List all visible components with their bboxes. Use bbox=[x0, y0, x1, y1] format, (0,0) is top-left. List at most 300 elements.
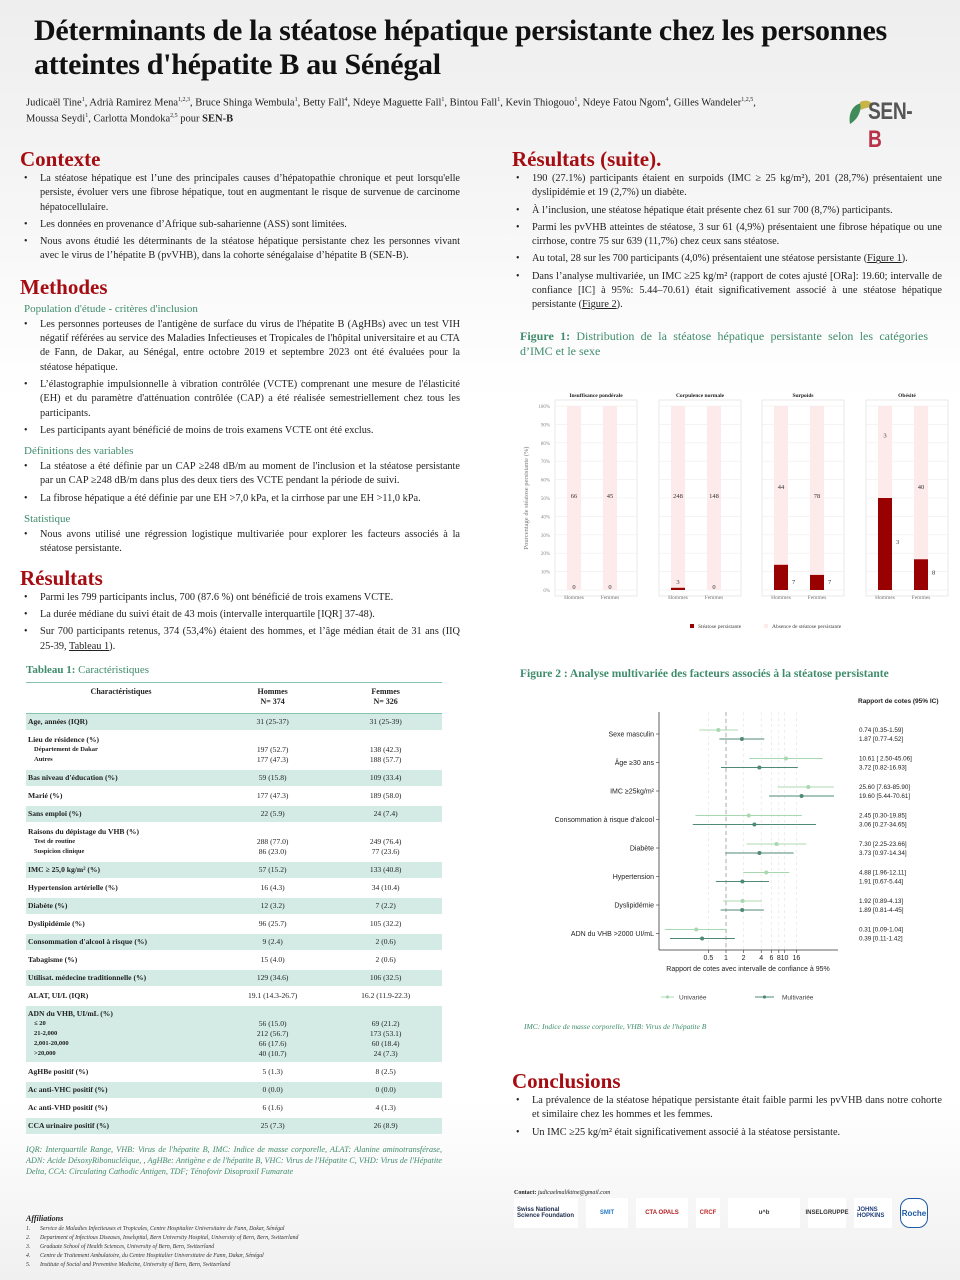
hommes-value: 5 (1.3) bbox=[216, 1063, 329, 1081]
resultats-suite-bullet bbox=[512, 252, 942, 266]
label-absence-count: 40 bbox=[917, 483, 925, 491]
sen-b-logo bbox=[848, 96, 938, 153]
multivariate-or-text: 3.06 [0.27-34.65] bbox=[859, 821, 907, 829]
left-column bbox=[20, 146, 460, 1177]
row-label bbox=[26, 933, 216, 951]
row-label-text: Ac anti-VHD positif (%) bbox=[28, 1102, 108, 1112]
methodes-subheading-statistique: Statistique bbox=[24, 513, 71, 526]
affiliation-item bbox=[26, 1243, 446, 1252]
sub-femmes-value: 69 (21.2) bbox=[371, 1018, 400, 1028]
resultats-suite-bullet: • Parmi les pvVHB atteintes de stéatose, 3 sur 61 (4,9%) présentaient une fibrose hépatique ou une cirrhose, contre 75 sur 639 (11,7%) chez ceux sans stéatose. bbox=[512, 221, 942, 250]
x-tick-label: Hommes bbox=[875, 595, 895, 601]
figure-2-note: IMC: Indice de masse corporelle, VHB: Virus de l'hépatite B bbox=[524, 1022, 707, 1031]
sub-row-label: 21-2,000 bbox=[34, 1029, 58, 1037]
multivariate-or-text: 3.72 [0.82-16.93] bbox=[859, 764, 907, 772]
author: Ndeye Maguette Fall bbox=[352, 97, 442, 109]
row-label bbox=[26, 951, 216, 969]
hommes-value: 25 (7.3) bbox=[216, 1117, 329, 1135]
row-label: Diabète bbox=[629, 845, 654, 853]
sub-femmes-value: 77 (23.6) bbox=[371, 846, 400, 856]
affiliations bbox=[26, 1214, 446, 1270]
hommes-value: 15 (4.0) bbox=[216, 951, 329, 969]
panel-title: Obésité bbox=[898, 393, 916, 399]
table-row bbox=[26, 915, 442, 933]
sub-hommes-value: 56 (15.0) bbox=[258, 1018, 287, 1028]
femmes-value: 105 (32.2) bbox=[329, 915, 442, 933]
multivariate-or-text: 1.87 [0.77-4.52] bbox=[859, 736, 904, 743]
table-row bbox=[26, 951, 442, 969]
row-label: Âge ≥30 ans bbox=[614, 760, 654, 767]
table-row bbox=[26, 969, 442, 987]
label-steatose-count: 0 bbox=[572, 584, 576, 591]
affiliation-number: 5. bbox=[26, 1262, 31, 1268]
affiliation-number: 3. bbox=[26, 1244, 31, 1250]
row-label-text: Dyslipidémie (%) bbox=[28, 918, 85, 928]
bar-steatose bbox=[810, 575, 824, 590]
row-label-text: AgHBe positif (%) bbox=[28, 1066, 89, 1076]
femmes-value: 2 (0.6) bbox=[329, 951, 442, 969]
label-absence-count: 45 bbox=[606, 493, 614, 500]
sub-femmes-value: 173 (53.1) bbox=[369, 1028, 402, 1038]
affiliation-text: Institute of Social and Preventive Medicine, University of Bern, Bern, Switzerland bbox=[40, 1262, 231, 1268]
bar-absence bbox=[774, 406, 788, 590]
femmes-value bbox=[329, 731, 442, 769]
contact bbox=[514, 1190, 954, 1196]
resultats-bullet-text: Sur 700 participants retenus, 374 (53,4%) étaient des hommes, et l’âge médian était de 31 ans (IIQ 25-39, bbox=[40, 626, 460, 652]
multivariate-point bbox=[800, 794, 804, 798]
univariate-point bbox=[747, 814, 751, 818]
table-row bbox=[26, 731, 442, 769]
sponsor-logo: CRCF bbox=[696, 1198, 720, 1228]
hommes-value: 177 (47.3) bbox=[216, 787, 329, 805]
row-label-text: Diabète (%) bbox=[28, 900, 68, 910]
resultats-suite-bullet: • À l’inclusion, une stéatose hépatique était présente chez 61 sur 700 (8,7%) participants. bbox=[512, 204, 942, 218]
table-row bbox=[26, 713, 442, 731]
contexte-section bbox=[20, 146, 460, 264]
affiliation-number: 1. bbox=[26, 1226, 31, 1232]
multivariate-or-text: 1.89 [0.81-4-45] bbox=[859, 907, 904, 914]
affiliation-text: Graduate School of Health Sciences, University of Bern, Bern, Switzerland bbox=[40, 1244, 215, 1250]
row-label: Hypertension bbox=[612, 874, 654, 881]
row-label-text: Bas niveau d'éducation (%) bbox=[28, 772, 118, 782]
bar-steatose bbox=[671, 588, 685, 590]
row-label bbox=[26, 731, 216, 769]
row-label-text: Lieu de résidence (%) bbox=[28, 734, 100, 744]
legend-univariate-label: Univariée bbox=[679, 994, 707, 1002]
table-row bbox=[26, 823, 442, 861]
conclusions-heading: Conclusions bbox=[512, 1069, 621, 1093]
sub-hommes-value: 40 (10.7) bbox=[258, 1048, 287, 1058]
hommes-value: 59 (15.8) bbox=[216, 769, 329, 787]
univariate-or-text: 0.74 [0.35-1.59] bbox=[859, 727, 904, 734]
x-axis-label: Rapport de cotes avec intervalle de confiance à 95% bbox=[666, 966, 830, 973]
femmes-value: 133 (40.8) bbox=[329, 861, 442, 879]
conclusions-bullet: • Un IMC ≥25 kg/m² était significativement associé à la stéatose persistante. bbox=[512, 1126, 942, 1140]
author-affiliation: 1 bbox=[497, 97, 501, 103]
header-hommes bbox=[216, 682, 329, 713]
sub-femmes-value: 188 (57.7) bbox=[369, 754, 402, 764]
sub-hommes-value: 212 (56.7) bbox=[256, 1028, 289, 1038]
y-tick-label: 70% bbox=[540, 460, 550, 466]
table-row bbox=[26, 1099, 442, 1117]
hommes-value: 6 (1.6) bbox=[216, 1099, 329, 1117]
row-label bbox=[26, 987, 216, 1005]
affiliation-item bbox=[26, 1261, 446, 1270]
author: Adrià Ramirez Mena bbox=[89, 97, 179, 109]
sponsor-logo: INSELGRUPPE bbox=[808, 1198, 846, 1228]
x-tick-label: 4 bbox=[759, 955, 764, 962]
univariate-point bbox=[784, 757, 788, 761]
y-tick-label: 10% bbox=[540, 570, 550, 576]
label-absence-count: 148 bbox=[709, 493, 719, 500]
affiliation-number: 2. bbox=[26, 1235, 31, 1241]
femmes-value: 34 (10.4) bbox=[329, 879, 442, 897]
femmes-value: 0 (0.0) bbox=[329, 1081, 442, 1099]
femmes-value: 106 (32.5) bbox=[329, 969, 442, 987]
methodes-bullet: • Les personnes porteuses de l'antigène de surface du virus de l'hépatite B (AgHBs) avec un test VIH négatif référées au service des Maladies Infectieuses et Tropicales de l'hôpital universitaire et au CTA de Fann, de Dakar, au Sénégal, entre octobre 2019 et septembre 2023 ont été évaluées pour la stéatose hépatique. bbox=[20, 318, 460, 375]
y-tick-label: 50% bbox=[540, 497, 550, 502]
author-affiliation: 1 bbox=[294, 97, 298, 103]
table-row bbox=[26, 1063, 442, 1081]
table-row bbox=[26, 1005, 442, 1063]
header-hommes-label: Hommes bbox=[257, 686, 288, 696]
x-tick-label: 16 bbox=[792, 955, 801, 962]
affiliation-text: Service de Maladies Infectieuses et Tropicales, Centre Hospitalier Universitaire de Fann, Dakar, Sénégal bbox=[40, 1226, 285, 1232]
row-label-text: CCA urinaire positif (%) bbox=[28, 1120, 110, 1130]
y-tick-label: 60% bbox=[540, 478, 550, 484]
x-tick-label: 6 bbox=[769, 955, 774, 962]
conclusions-bullets bbox=[512, 1094, 942, 1140]
femmes-value: 7 (2.2) bbox=[329, 897, 442, 915]
label-absence-count: 248 bbox=[673, 493, 683, 500]
row-label bbox=[26, 879, 216, 897]
methodes-bullet: • La fibrose hépatique a été définie par une EH >7,0 kPa, et la cirrhose par une EH >11,0 kPa. bbox=[20, 492, 460, 506]
figure-1-label: Figure 1: bbox=[520, 328, 571, 343]
univariate-or-text: 1.92 [0.89-4.13] bbox=[859, 898, 904, 905]
table-row bbox=[26, 805, 442, 823]
author: Kevin Thiogouo bbox=[505, 97, 575, 109]
header-hommes-n: N= 374 bbox=[260, 696, 285, 706]
multivariate-point bbox=[740, 737, 744, 741]
univariate-point bbox=[741, 899, 745, 903]
resultats-suite-bullet bbox=[512, 270, 942, 313]
sub-row-label: Département de Dakar bbox=[34, 745, 98, 753]
figure-1-link[interactable]: Figure 1 bbox=[867, 253, 902, 265]
femmes-value bbox=[329, 823, 442, 861]
contexte-bullets bbox=[20, 172, 460, 264]
x-tick-label: 0.5 bbox=[703, 955, 714, 962]
affiliation-item bbox=[26, 1234, 446, 1243]
multivariate-point bbox=[700, 937, 704, 941]
author-list: Judicaël Tine$^1$, Adrià Ramirez Mena$^{1,2,3}$, Bruce Shinga Wembula$^1$, Betty Fall$^4$, Ndeye Maguette Fall$^1$, Bintou Fall$^1$, Kevin Thiogouo$^1$, Ndeye Fatou Ngom$^4$, Gilles Wandeler$^{1,2,5}$, Moussa Seydi$^1$, Carlotta Mondoka$^{2,5}$ pour SEN-B bbox=[26, 97, 756, 125]
hommes-value: 57 (15.2) bbox=[216, 861, 329, 879]
resultats-section bbox=[20, 565, 460, 654]
bullet-text: Dans l’analyse multivariée, un IMC ≥25 kg/m² (rapport de cotes ajusté [ORa]: 19.60; intervalle de confiance [IC] à 95%: 5.44–70.61) était significativement associé à une stéatose hépatique persistante ( bbox=[532, 270, 942, 311]
sponsor-logo: CTA OPALS bbox=[636, 1198, 688, 1228]
sponsor-logo: Swiss National Science Foundation bbox=[514, 1198, 578, 1228]
row-label bbox=[26, 1005, 216, 1063]
hommes-value: 12 (3.2) bbox=[216, 897, 329, 915]
affiliation-item bbox=[26, 1225, 446, 1234]
figure-2-title: Figure 2 : Analyse multivariée des facteurs associés à la stéatose persistante bbox=[520, 668, 889, 680]
author: Bruce Shinga Wembula bbox=[195, 97, 295, 109]
row-label bbox=[26, 769, 216, 787]
univariate-or-text: 25.60 [7.63-85.90] bbox=[859, 784, 911, 791]
contexte-bullet: • La stéatose hépatique est l’une des principales causes d’hépatopathie chronique et peut lorsqu'elle persiste, évoluer vers une fibrose hépatique, tout en augmentant le risque de survenue de carcinome hépatocellulaire. bbox=[20, 172, 460, 215]
hommes-value: 19.1 (14.3-26.7) bbox=[216, 987, 329, 1005]
univariate-or-text: 0.31 [0.09-1.04] bbox=[859, 926, 904, 934]
resultats-bullet bbox=[20, 625, 460, 654]
legend-swatch-absence bbox=[764, 624, 768, 628]
femmes-value bbox=[329, 1005, 442, 1063]
author-affiliation: 2,5 bbox=[170, 113, 178, 119]
figure-1-chart bbox=[512, 388, 952, 638]
multivariate-or-text: 19.60 [5.44-70.61] bbox=[859, 793, 911, 800]
x-tick-label: Hommes bbox=[668, 595, 688, 601]
contexte-bullet: • Les données en provenance d’Afrique sub-saharienne (ASS) sont limitées. bbox=[20, 218, 460, 232]
author-affiliation: 1 bbox=[81, 97, 85, 103]
panel-title: Corpulence normale bbox=[675, 393, 725, 399]
table-header-row bbox=[26, 682, 442, 713]
legend-label-steatose: Stéatose persistante bbox=[698, 624, 742, 630]
femmes-value: 31 (25-39) bbox=[329, 713, 442, 731]
header-femmes bbox=[329, 682, 442, 713]
author: Betty Fall bbox=[302, 97, 345, 109]
table-caption-label: Tableau 1: bbox=[26, 663, 76, 676]
figure-1-caption bbox=[520, 329, 928, 359]
row-label: ADN du VHB >2000 UI/mL bbox=[570, 931, 654, 938]
multivariate-point bbox=[752, 823, 756, 827]
sub-femmes-value: 249 (76.4) bbox=[369, 836, 402, 846]
sub-femmes-value: 60 (18.4) bbox=[371, 1038, 400, 1048]
table-abbreviations: IQR: Interquartile Range, VHB: Virus de l'hépatite B, IMC: Indice de masse corporelle, ALAT: Alanine aminotransférase, ADN: Acide DésoxyRibonucléique, , AgHBe: Antigène e de l'hépatite B, VHC: Virus de l'Hépatite C, VHD: Virus de l'Hépatite Delta, CCA: Circulating Cathodic Antigen, TDF; Ténofovir Disoproxil Fumarate bbox=[26, 1144, 442, 1176]
univariate-or-text: 7.30 [2.25-23.66] bbox=[859, 841, 907, 848]
label-absence-count: 44 bbox=[777, 483, 785, 491]
contact-email[interactable]: judicaelmaliktine@gmail.com bbox=[537, 1190, 611, 1196]
label-steatose-count: 7 bbox=[828, 579, 832, 586]
header-femmes-label: Femmes bbox=[371, 686, 400, 696]
author: Judicaël Tine bbox=[26, 97, 82, 109]
sponsor-logo: u^b bbox=[728, 1198, 800, 1228]
hommes-value bbox=[216, 731, 329, 769]
poster-title: Déterminants de la stéatose hépatique persistante chez les personnes atteintes d'hépatite B au Sénégal bbox=[34, 14, 887, 81]
table-row bbox=[26, 861, 442, 879]
sub-femmes-value: 24 (7.3) bbox=[373, 1048, 398, 1058]
row-label bbox=[26, 787, 216, 805]
author-affiliation: 4 bbox=[344, 97, 348, 103]
row-label-text: IMC ≥ 25,0 kg/m² (%) bbox=[28, 864, 101, 874]
row-label-text: Utilisat. médecine traditionnelle (%) bbox=[28, 972, 147, 982]
multivariate-point bbox=[740, 880, 744, 884]
figure-2-forest-plot bbox=[512, 690, 952, 1010]
legend-multivariate-label: Multivariée bbox=[782, 994, 814, 1002]
characteristics-table bbox=[26, 682, 442, 1136]
multivariate-or-text: 3.73 [0.97-14.34] bbox=[859, 850, 907, 857]
hommes-value: 31 (25-37) bbox=[216, 713, 329, 731]
hommes-value: 0 (0.0) bbox=[216, 1081, 329, 1099]
table-row bbox=[26, 933, 442, 951]
author-affiliation: 1 bbox=[85, 113, 89, 119]
resultats-suite-bullets bbox=[512, 172, 942, 313]
x-tick-label: Hommes bbox=[771, 595, 791, 601]
y-tick-label: 30% bbox=[540, 533, 550, 539]
sub-row-label: 2,001-20,000 bbox=[34, 1039, 69, 1047]
univariate-point bbox=[774, 842, 778, 846]
sub-row-label: Autres bbox=[34, 755, 53, 763]
sub-hommes-value: 288 (77.0) bbox=[256, 836, 289, 846]
hommes-value: 16 (4.3) bbox=[216, 879, 329, 897]
femmes-value: 4 (1.3) bbox=[329, 1099, 442, 1117]
x-tick-label: Femmes bbox=[600, 595, 620, 601]
label-absence-count: 66 bbox=[570, 493, 578, 500]
legend-univariate-point bbox=[666, 995, 669, 998]
contexte-heading: Contexte bbox=[20, 147, 101, 171]
x-tick-label: 1 bbox=[724, 955, 728, 962]
population-bullets bbox=[20, 318, 460, 438]
row-label-text: ADN du VHB, UI/mL (%) bbox=[28, 1008, 113, 1018]
y-axis-label: Pourcentage de stéatose persistante (%) bbox=[523, 446, 530, 550]
row-label-text: Tabagisme (%) bbox=[28, 954, 78, 964]
methodes-bullet: • Nous avons utilisé une régression logistique multivariée pour explorer les facteurs associés à la stéatose persistante. bbox=[20, 528, 460, 557]
author: Moussa Seydi bbox=[26, 113, 86, 125]
x-tick-label: Femmes bbox=[704, 595, 724, 601]
author: Carlotta Mondoka bbox=[93, 113, 171, 125]
row-label: Sexe masculin bbox=[608, 731, 654, 739]
affiliations-title: Affiliations bbox=[26, 1214, 64, 1223]
x-tick-label: Hommes bbox=[564, 595, 584, 601]
label-steatose-count: 0 bbox=[712, 584, 716, 591]
hommes-value: 22 (5.9) bbox=[216, 805, 329, 823]
femmes-value: 2 (0.6) bbox=[329, 933, 442, 951]
sponsor-logos bbox=[514, 1198, 954, 1228]
sponsor-logo: SMIT bbox=[586, 1198, 628, 1228]
label-steatose-count: 3 bbox=[676, 578, 680, 586]
panel-title: Insuffisance pondérale bbox=[569, 393, 623, 399]
femmes-value: 16.2 (11.9-22.3) bbox=[329, 987, 442, 1005]
methodes-bullet: • La stéatose a été définie par un CAP ≥248 dB/m au moment de l'inclusion et la stéatose persistante par un CAP ≥248 dB/m dans plus des deux tiers des VCTE pendant la période de suivi. bbox=[20, 460, 460, 489]
right-column bbox=[512, 146, 942, 359]
univariate-point bbox=[716, 728, 720, 732]
row-label: Dyslipidémie bbox=[614, 902, 654, 910]
bar-steatose bbox=[774, 565, 788, 590]
legend-multivariate-point bbox=[763, 995, 766, 998]
table-row bbox=[26, 879, 442, 897]
conclusions-bullet: • La prévalence de la stéatose hépatique persistante était faible parmi les pvVHB dans notre cohorte et similaire chez les hommes et les femmes. bbox=[512, 1094, 942, 1123]
label-absence-count: 78 bbox=[813, 493, 821, 500]
row-label bbox=[26, 713, 216, 731]
x-tick-label: 8 bbox=[776, 955, 781, 962]
resultats-bullet-end: ). bbox=[109, 640, 116, 652]
sub-femmes-value: 138 (42.3) bbox=[369, 744, 402, 754]
conclusions-section bbox=[512, 1068, 942, 1143]
row-label-text: Age, années (IQR) bbox=[28, 716, 88, 726]
resultats-bullet: • Parmi les 799 participants inclus, 700 (87.6 %) ont bénéficié de trois examens VCTE. bbox=[20, 591, 460, 605]
femmes-value: 8 (2.5) bbox=[329, 1063, 442, 1081]
legend-label-absence: Absence de stéatose persistante bbox=[772, 624, 842, 630]
author-suffix: pour bbox=[180, 113, 200, 125]
row-label bbox=[26, 823, 216, 861]
sub-row-label: ≤ 20 bbox=[34, 1019, 46, 1027]
femmes-value: 189 (58.0) bbox=[329, 787, 442, 805]
contexte-bullet: • Nous avons étudié les déterminants de la stéatose hépatique persistante chez les personnes vivant avec le virus de l’hépatite B (pvVHB), dans la cohorte sénégalaise d’hépatite B (SEN-B). bbox=[20, 235, 460, 264]
row-label bbox=[26, 1117, 216, 1135]
table-body bbox=[26, 713, 442, 1135]
affiliations-list bbox=[26, 1225, 446, 1270]
bar-steatose bbox=[914, 559, 928, 590]
figure-2-link[interactable]: Figure 2 bbox=[582, 299, 617, 311]
univariate-point bbox=[694, 928, 698, 932]
resultats-bullet: • La durée médiane du suivi était de 43 mois (intervalle interquartile [IQR] 37-48). bbox=[20, 608, 460, 622]
table-caption bbox=[26, 664, 460, 676]
table-row bbox=[26, 1117, 442, 1135]
resultats-bullets bbox=[20, 591, 460, 654]
multivariate-point bbox=[757, 766, 761, 770]
author-affiliation: 1 bbox=[574, 97, 578, 103]
row-label bbox=[26, 897, 216, 915]
figure-1-caption-text: Distribution de la stéatose hépatique persistante selon les catégories d’IMC et le sexe bbox=[520, 328, 928, 358]
y-tick-label: 100% bbox=[538, 405, 550, 410]
affiliation-item bbox=[26, 1252, 446, 1261]
statistique-bullets bbox=[20, 528, 460, 557]
multivariate-or-text: 1.91 [0.67-5.44] bbox=[859, 878, 904, 886]
row-label: Consommation à risque d'alcool bbox=[554, 817, 654, 824]
author: Gilles Wandeler bbox=[673, 97, 742, 109]
univariate-or-text: 2.45 [0.30-19.85] bbox=[859, 812, 907, 820]
row-label bbox=[26, 1081, 216, 1099]
hommes-value bbox=[216, 823, 329, 861]
sub-hommes-value: 197 (52.7) bbox=[256, 744, 289, 754]
univariate-point bbox=[764, 871, 768, 875]
row-label-text: Marié (%) bbox=[28, 790, 63, 800]
y-tick-label: 0% bbox=[543, 589, 550, 594]
tableau-1-link[interactable]: Tableau 1 bbox=[69, 640, 110, 652]
univariate-or-text: 10.61 [ 2.50-45.06] bbox=[859, 755, 912, 763]
row-label bbox=[26, 915, 216, 933]
bullet-text: Au total, 28 sur les 700 participants (4,0%) présentaient une stéatose persistante ( bbox=[532, 253, 868, 265]
multivariate-point bbox=[740, 908, 744, 912]
femmes-value: 24 (7.4) bbox=[329, 805, 442, 823]
hommes-value: 129 (34.6) bbox=[216, 969, 329, 987]
y-tick-label: 80% bbox=[540, 441, 550, 447]
table-row bbox=[26, 769, 442, 787]
row-label bbox=[26, 861, 216, 879]
author-group: SEN-B bbox=[202, 113, 234, 125]
row-label-text: Sans emploi (%) bbox=[28, 808, 82, 818]
y-tick-label: 90% bbox=[540, 423, 550, 429]
author: Ndeye Fatou Ngom bbox=[582, 97, 666, 109]
methodes-bullet: • L’élastographie impulsionnelle à vibration contrôlée (VCTE) comprenant une mesure de l'élasticité (EH) et du paramètre d'atténuation contrôlée (CAP) a été réalisée semestriellement chez tous les participants. bbox=[20, 378, 460, 421]
row-label-text: Consommation d'alcool à risque (%) bbox=[28, 936, 147, 946]
contact-label: Contact: bbox=[514, 1190, 537, 1196]
resultats-suite-heading: Résultats (suite). bbox=[512, 147, 662, 171]
row-label bbox=[26, 1099, 216, 1117]
methodes-subheading-population: Population d'étude - critères d'inclusion bbox=[24, 302, 198, 315]
affiliation-text: Department of Infectious Diseases, Inselspital, Bern University Hospital, University of Bern, Bern, Switzerland bbox=[40, 1235, 299, 1241]
logo-text-accent: B bbox=[868, 126, 882, 153]
header-femmes-n: N= 326 bbox=[373, 696, 398, 706]
multivariate-point bbox=[757, 851, 761, 855]
affiliation-text: Centre de Traitement Ambulatoire, du Centre Hospitalier Universitaire de Fann, Dakar, Sénégal bbox=[40, 1253, 264, 1259]
author-affiliation: 1 bbox=[441, 97, 445, 103]
author-affiliation: 4 bbox=[665, 97, 669, 103]
row-label bbox=[26, 1063, 216, 1081]
methodes-bullet: • Les participants ayant bénéficié de moins de trois examens VCTE ont été exclus. bbox=[20, 424, 460, 438]
definitions-bullets bbox=[20, 460, 460, 506]
row-label-text: Raisons du dépistage du VHB (%) bbox=[28, 826, 140, 836]
author: Bintou Fall bbox=[449, 97, 498, 109]
sub-hommes-value: 177 (47.3) bbox=[256, 754, 289, 764]
footer bbox=[514, 1190, 954, 1228]
